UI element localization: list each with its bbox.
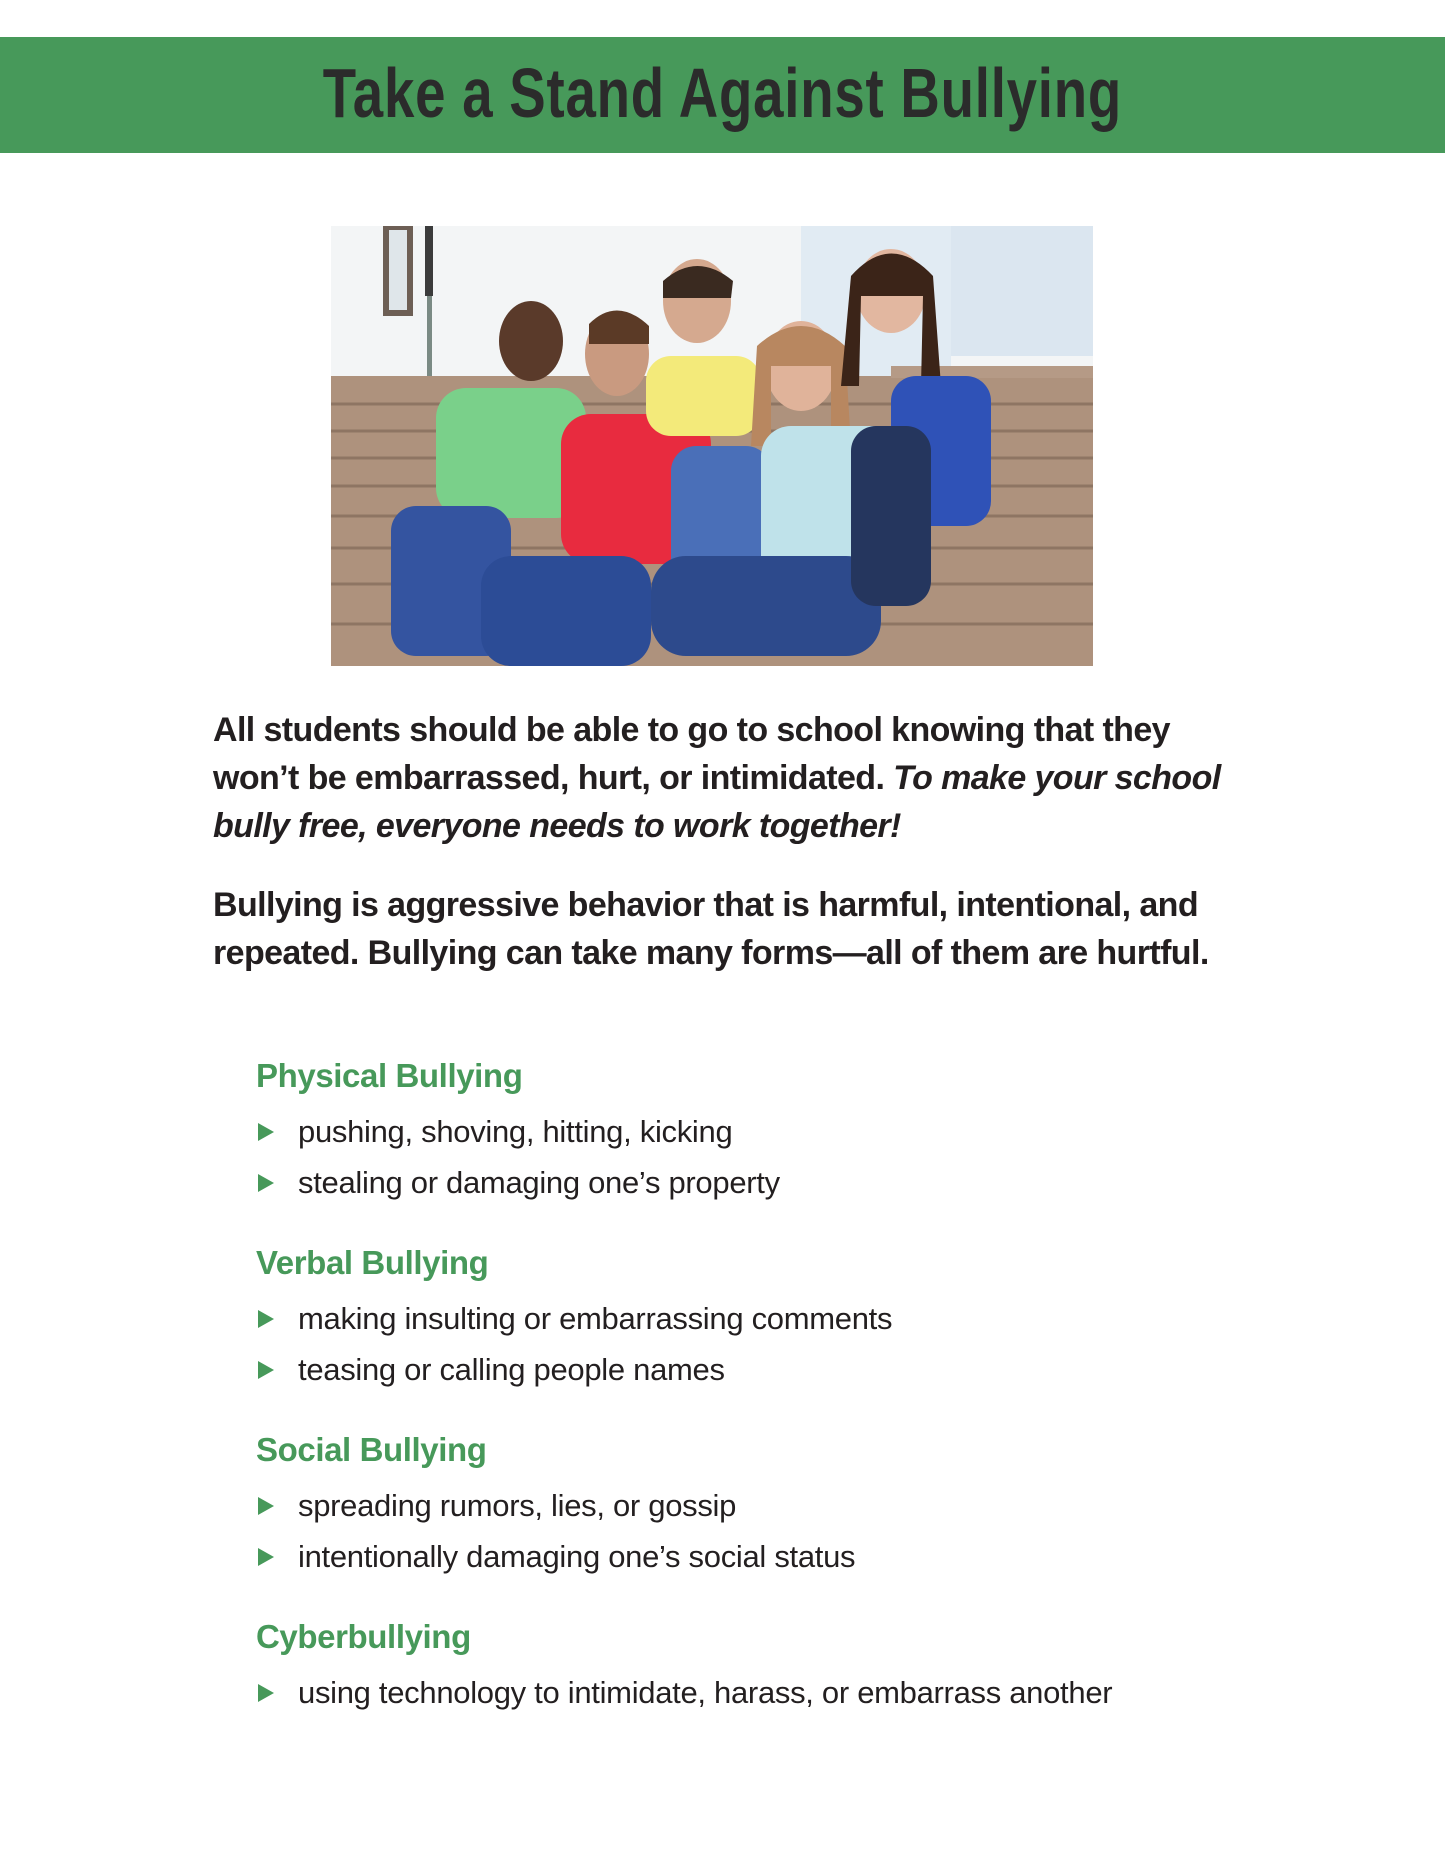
section-social-bullying <box>256 1428 1256 1582</box>
list-item-text: intentionally damaging one’s social status <box>298 1538 856 1574</box>
triangle-right-icon <box>258 1310 274 1328</box>
list-item <box>256 1480 1256 1531</box>
definition-paragraph: Bullying is aggressive behavior that is harmful, intentional, and repeated. Bullying can take many forms—all of them are hurtful. <box>213 886 1209 972</box>
list-item <box>256 1157 1256 1208</box>
list-item-text: making insulting or embarrassing comments <box>298 1300 893 1336</box>
triangle-right-icon <box>258 1361 274 1379</box>
header-banner <box>0 37 1445 153</box>
section-title: Verbal Bullying <box>256 1244 489 1281</box>
list-item <box>256 1106 1256 1157</box>
list-item-text: stealing or damaging one’s property <box>298 1164 780 1200</box>
section-verbal-bullying <box>256 1241 1256 1395</box>
intro-paragraph-regular: All students should be able to go to school knowing that they won’t be embarrassed, hurt, or intimidated. <box>213 711 1170 797</box>
list-item <box>256 1667 1256 1718</box>
list-item-text: pushing, shoving, hitting, kicking <box>298 1113 733 1149</box>
list-item <box>256 1293 1256 1344</box>
section-cyberbullying <box>256 1615 1256 1718</box>
triangle-right-icon <box>258 1123 274 1141</box>
page-title: Take a Stand Against Bullying <box>322 54 1123 132</box>
triangle-right-icon <box>258 1497 274 1515</box>
section-title: Social Bullying <box>256 1431 487 1468</box>
list-item-text: teasing or calling people names <box>298 1351 725 1387</box>
list-item <box>256 1531 1256 1582</box>
intro-paragraph <box>213 706 1253 850</box>
section-title: Physical Bullying <box>256 1057 523 1094</box>
triangle-right-icon <box>258 1174 274 1192</box>
list-item-text: using technology to intimidate, harass, or embarrass another <box>298 1674 1113 1710</box>
intro-paragraph-italic: To make your school bully free, everyone needs to work together! <box>213 759 1221 845</box>
list-item <box>256 1344 1256 1395</box>
triangle-right-icon <box>258 1548 274 1566</box>
list-item-text: spreading rumors, lies, or gossip <box>298 1487 737 1523</box>
students-photo <box>331 226 1093 666</box>
students-photo-illustration <box>331 226 1093 666</box>
section-title: Cyberbullying <box>256 1618 471 1655</box>
section-physical-bullying <box>256 1054 1256 1208</box>
triangle-right-icon <box>258 1684 274 1702</box>
